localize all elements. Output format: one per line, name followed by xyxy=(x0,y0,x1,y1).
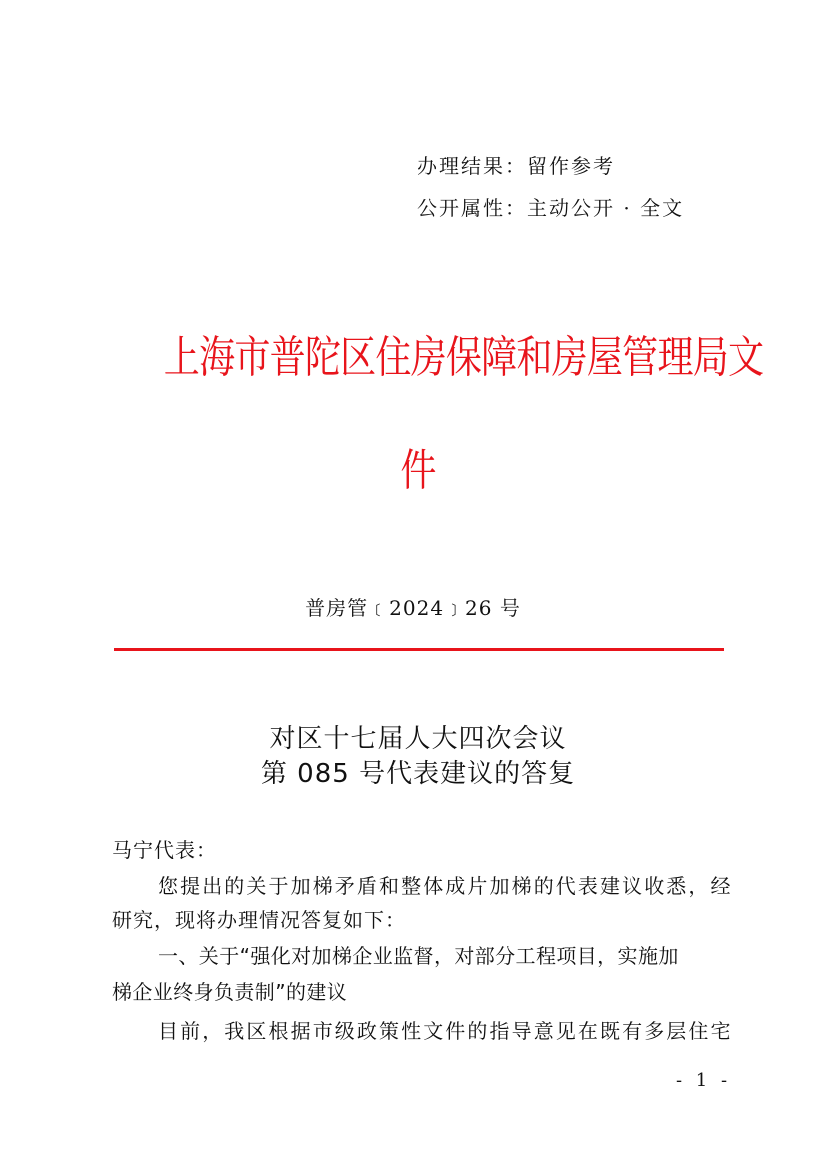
document-number: 普房管﹝2024﹞26 号 xyxy=(305,596,521,620)
document-title: 上海市普陀区住房保障和房屋管理局文 xyxy=(163,332,764,383)
salutation: 马宁代表： xyxy=(112,838,217,862)
section-heading: 一、关于“强化对加梯企业监督，对部分工程项目，实施加 xyxy=(158,944,679,968)
handling-result: 办理结果：留作参考 xyxy=(417,154,615,178)
paragraph-line: 您提出的关于加梯矛盾和整体成片加梯的代表建议收悉，经 xyxy=(158,874,733,898)
paragraph-line: 目前，我区根据市级政策性文件的指导意见在既有多层住宅 xyxy=(158,1019,733,1043)
page-number: - 1 - xyxy=(676,1070,732,1091)
section-heading-continued: 梯企业终身负责制”的建议 xyxy=(112,980,348,1004)
red-divider-line xyxy=(114,648,724,651)
document-title-continued: 件 xyxy=(400,445,436,496)
disclosure-attribute: 公开属性：主动公开 · 全文 xyxy=(417,196,685,220)
reply-heading-continued: 第 085 号代表建议的答复 xyxy=(260,759,576,789)
reply-heading: 对区十七届人大四次会议 xyxy=(269,724,567,754)
paragraph-line: 研究，现将办理情况答复如下： xyxy=(112,908,406,932)
